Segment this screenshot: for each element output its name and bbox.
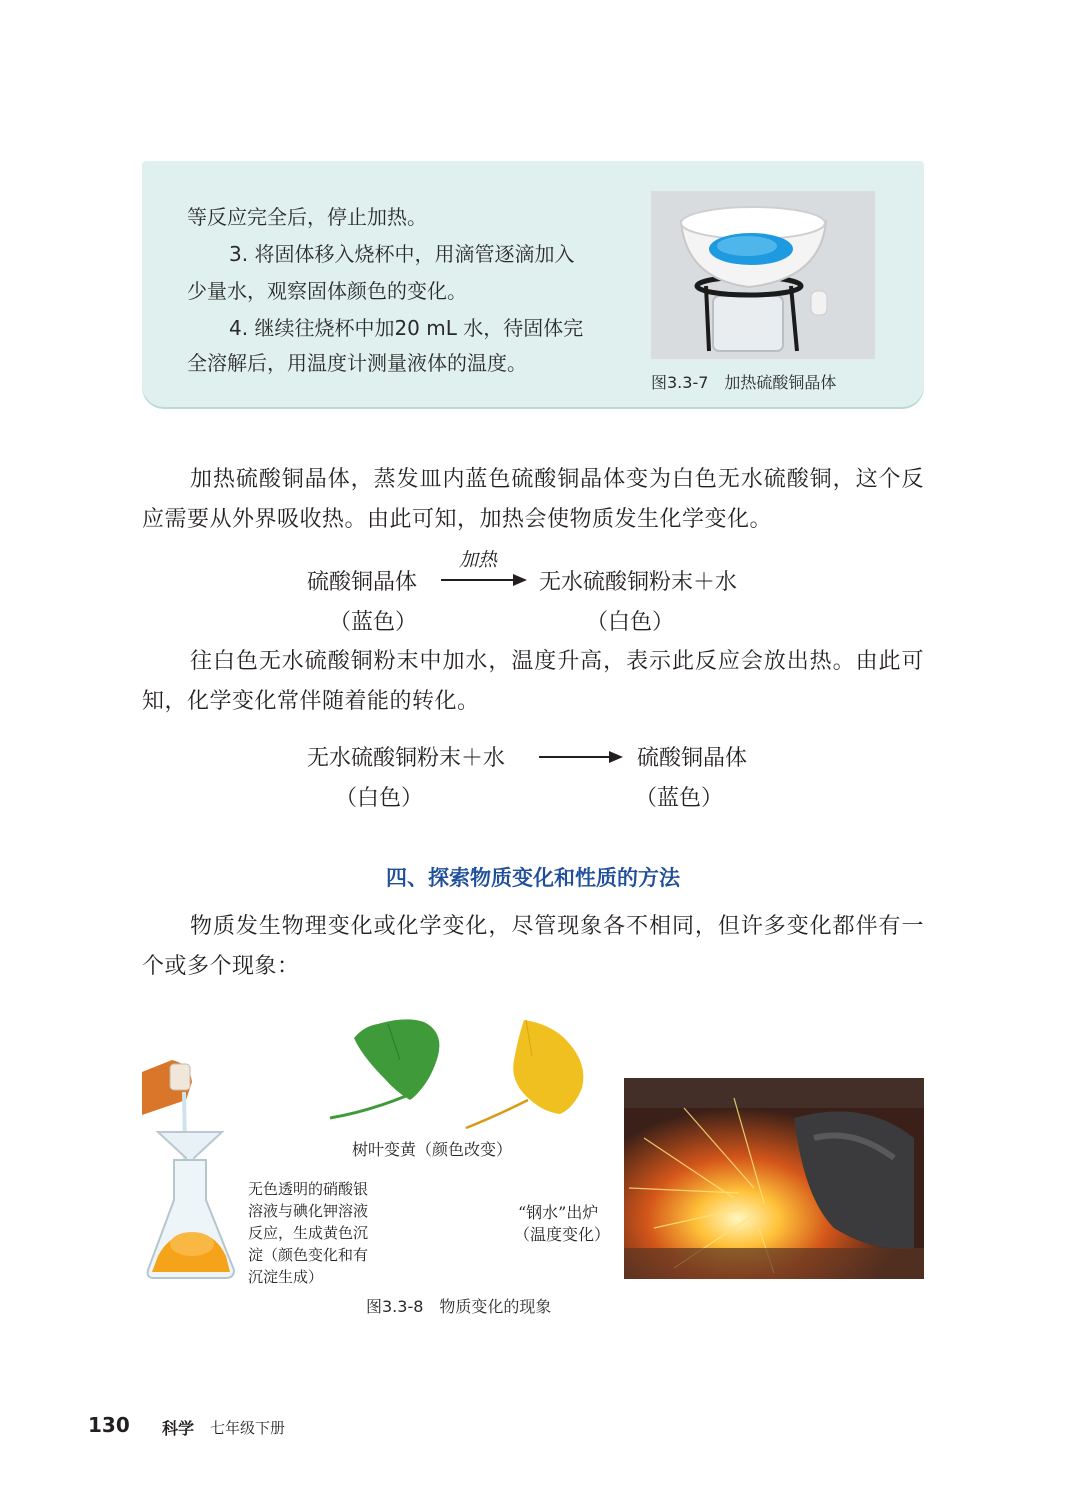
equation2-reactant: 无水硫酸铜粉末＋水 [307, 746, 506, 771]
experiment-step-4a: 4. 继续往烧杯中加20 mL 水，待固体完 [229, 316, 584, 340]
footer-subject: 科学 [162, 1419, 195, 1438]
paragraph-adding-water: 往白色无水硫酸铜粉末中加水，温度升高，表示此反应会放出热。由此可知，化学变化常伴随着能的转化。 [142, 649, 924, 714]
experiment-line-1: 等反应完全后，停止加热。 [187, 205, 427, 229]
paragraph-phenomena: 物质发生物理变化或化学变化，尽管现象各不相同，但许多变化都伴有一个或多个现象： [142, 914, 924, 979]
equation1-reactant-color: （蓝色） [329, 610, 418, 635]
equation1-reactant: 硫酸铜晶体 [307, 570, 418, 595]
page-number: 130 [88, 1413, 130, 1437]
experiment-step-3b: 少量水，观察固体颜色的变化。 [187, 279, 467, 303]
flask-caption-2: 溶液与碘化钾溶液 [248, 1202, 369, 1220]
steel-caption-2: （温度变化） [514, 1225, 611, 1244]
flask-caption-1: 无色透明的硝酸银 [248, 1180, 369, 1198]
equation2-arrow [539, 756, 611, 758]
flask-caption-4: 淀（颜色变化和有 [248, 1246, 369, 1264]
flask-caption-5: 沉淀生成） [248, 1268, 324, 1286]
experiment-step-3a: 3. 将固体移入烧杯中，用滴管逐滴加入 [229, 242, 575, 266]
equation1-product: 无水硫酸铜粉末＋水 [539, 570, 738, 595]
steel-caption-1: “钢水”出炉 [518, 1203, 599, 1222]
section-title: 四、探索物质变化和性质的方法 [386, 866, 680, 890]
flask-caption-3: 反应，生成黄色沉 [248, 1224, 369, 1242]
equation1-condition: 加热 [459, 549, 498, 571]
footer-grade: 七年级下册 [210, 1419, 286, 1437]
paragraph-heating: 加热硫酸铜晶体，蒸发皿内蓝色硫酸铜晶体变为白色无水硫酸铜，这个反应需要从外界吸收热。由此可知，加热会使物质发生化学变化。 [142, 467, 924, 532]
equation2-reactant-color: （白色） [335, 786, 424, 811]
experiment-step-4b: 全溶解后，用温度计测量液体的温度。 [187, 351, 527, 375]
molten-steel-photo [624, 1078, 924, 1279]
figure-3-3-7-caption: 图3.3-7 加热硫酸铜晶体 [651, 373, 837, 392]
copper-sulfate-photo [651, 191, 875, 359]
equation1-arrow [441, 579, 515, 581]
figure-3-3-8-caption: 图3.3-8 物质变化的现象 [366, 1297, 552, 1316]
equation2-arrow-head [609, 751, 623, 763]
equation2-product-color: （蓝色） [635, 786, 724, 811]
flask-photo [142, 1060, 242, 1282]
ginkgo-leaves [326, 1016, 596, 1131]
equation2-product: 硫酸铜晶体 [637, 746, 748, 771]
equation1-product-color: （白色） [586, 610, 675, 635]
leaf-caption: 树叶变黄（颜色改变） [352, 1140, 513, 1159]
equation1-arrow-head [513, 574, 527, 586]
